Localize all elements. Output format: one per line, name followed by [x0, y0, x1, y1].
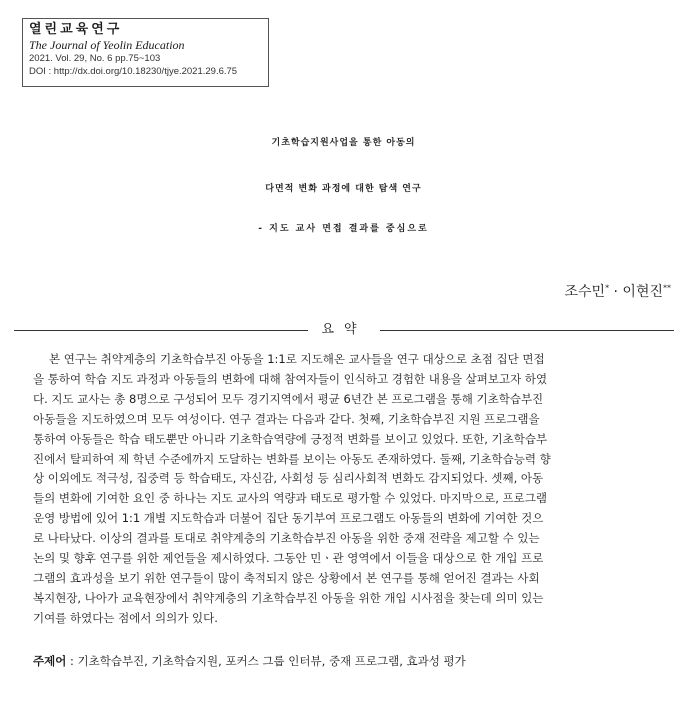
abstract-line: 들의 변화에 기여한 요인 중 하나는 지도 교사의 역량과 태도로 평가할 수 있었다. 마지막으로, 프로그램 [33, 491, 547, 506]
abstract-rule-right [380, 330, 674, 331]
abstract-line: 본 연구는 취약계층의 기초학습부진 아동을 1:1로 지도해온 교사들을 연구 대상으로 초점 집단 면접 [49, 352, 545, 366]
author-1: 조수민 [564, 284, 606, 300]
paper-title-line-2: 다면적 변화 과정에 대한 탐색 연구 [265, 184, 422, 194]
abstract-line: 진에서 탈피하여 제 학년 수준에까지 도달하는 변화를 보이는 아동도 존재하였다. 둘째, 기초학습능력 향 [33, 451, 551, 466]
journal-name-korean: 열린교육연구 [29, 22, 123, 37]
abstract-line: 기여를 하였다는 점에서 의의가 있다. [33, 610, 218, 625]
abstract-line: 통하여 아동들은 학습 태도뿐만 아니라 기초학습역량에 긍정적 변화를 보이고 있었다. 또한, 기초학습부 [33, 431, 548, 446]
journal-issue: 2021. Vol. 29, No. 6 pp.75~103 [29, 53, 161, 64]
paper-title-block [0, 120, 687, 244]
author-1-mark: * [605, 283, 610, 293]
paper-title-line-1: 기초학습지원사업을 통한 아동의 [271, 138, 416, 148]
abstract-rule-left [14, 330, 308, 331]
journal-doi: DOI : http://dx.doi.org/10.18230/tjye.2021.29.6.75 [29, 66, 238, 77]
author-2: 이현진 [622, 284, 663, 300]
abstract-line: 복지현장, 나아가 교육현장에서 취약계층의 기초학습부진 아동을 위한 개입 시사점을 찾는데 의미 있는 [33, 590, 544, 605]
keywords-separator: : [66, 654, 78, 668]
journal-info-box [22, 18, 269, 87]
abstract-heading: 요약 [321, 322, 367, 337]
author-2-mark: ** [663, 283, 671, 293]
abstract-line: 그램의 효과성을 보기 위한 연구들이 많이 축적되지 않은 상황에서 본 연구를 통해 얻어진 결과는 사회 [33, 570, 540, 585]
abstract-line: 아동들을 지도하였으며 모두 여성이다. 연구 결과는 다음과 같다. 첫째, 기초학습부진 지원 프로그램을 [33, 411, 540, 426]
abstract-line: 상 이외에도 적극성, 집중력 등 학습태도, 자신감, 사회성 등 심리사회적 변화도 감지되었다. 셋째, 아동 [33, 471, 544, 486]
abstract-line: 을 통하여 학습 지도 과정과 아동들의 변화에 대해 참여자들이 인식하고 경험한 내용을 살펴보고자 하였 [33, 371, 548, 386]
author-separator: · [609, 284, 623, 300]
abstract-line: 다. 지도 교사는 총 8명으로 구성되어 모두 경기지역에서 평균 6년간 본 프로그램을 통해 기초학습부진 [33, 391, 544, 406]
paper-subtitle: - 지도 교사 면접 결과를 중심으로 [258, 224, 429, 234]
abstract-body [33, 350, 655, 629]
keywords-text: 기초학습부진, 기초학습지원, 포커스 그룹 인터뷰, 중재 프로그램, 효과성 평가 [77, 654, 466, 668]
keywords [33, 652, 466, 670]
keywords-label: 주제어 [33, 654, 67, 668]
abstract-header [14, 321, 674, 339]
author-list [564, 281, 671, 301]
journal-name-english: The Journal of Yeolin Education [29, 38, 185, 52]
abstract-line: 운영 방법에 있어 1:1 개별 지도학습과 더불어 집단 동기부여 프로그램도 아동들의 변화에 기여한 것으 [33, 511, 544, 526]
abstract-line: 논의 및 향후 연구를 위한 제언들을 제시하였다. 그동안 민ㆍ관 영역에서 이들을 대상으로 한 개입 프로 [33, 551, 544, 566]
abstract-line: 로 나타났다. 이상의 결과를 토대로 취약계층의 기초학습부진 아동을 위한 중재 전략을 제고할 수 있는 [33, 531, 540, 546]
